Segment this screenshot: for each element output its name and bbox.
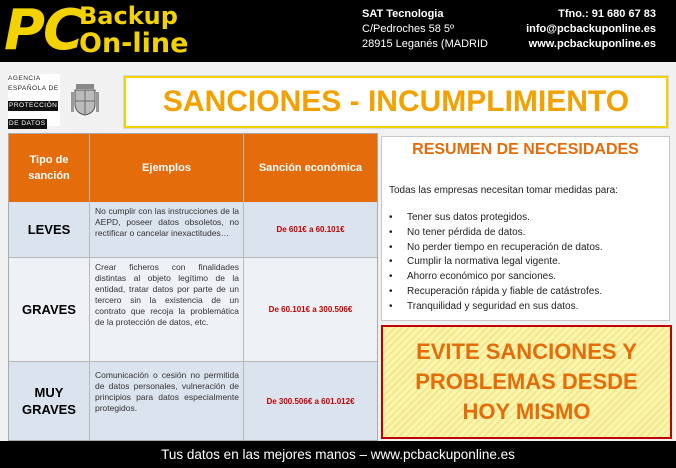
bullet: • [389, 285, 393, 297]
company-name: SAT Tecnologia [362, 8, 444, 20]
list-item-text: Ahorro económico por sanciones. [407, 271, 556, 283]
contact-phone: Tfno.: 91 680 67 83 [558, 8, 656, 20]
header-penalty: Sanción económica [244, 134, 377, 202]
bullet: • [389, 212, 393, 223]
penalty-muy-graves: De 300.506€ a 601.012€ [266, 396, 355, 406]
list-item [389, 270, 603, 285]
aepd-line-3: PROTECCIÓN [9, 102, 58, 109]
footer-bar: Tus datos en las mejores manos – www.pcbackuponline.es [0, 441, 676, 468]
list-item [389, 300, 603, 315]
penalty-graves: De 60.101€ a 300.506€ [268, 305, 353, 314]
cta-line-1: EVITE SANCIONES Y [416, 339, 637, 364]
list-item [389, 211, 603, 226]
cta-line-2: PROBLEMAS DESDE [415, 369, 638, 394]
summary-list [389, 211, 603, 315]
contact-info [526, 7, 656, 52]
summary-intro: Todas las empresas necesitan tomar medidas para: [389, 185, 619, 196]
list-item-text: Tener sus datos protegidos. [407, 212, 530, 223]
logo-backup: Backup [79, 2, 178, 30]
cta-banner[interactable] [381, 325, 672, 439]
list-item-text: No perder tiempo en recuperación de datos. [407, 241, 603, 253]
bullet: • [389, 256, 393, 268]
coat-of-arms-icon [70, 82, 100, 116]
list-item-text: Tranquilidad y seguridad en sus datos. [407, 300, 579, 312]
list-item-text: No tener pérdida de datos. [407, 226, 526, 238]
level-graves: GRAVES [22, 302, 76, 317]
level-muy-graves: MUY GRAVES [22, 385, 76, 417]
aepd-logo [8, 74, 60, 126]
list-item-text: Recuperación rápida y fiable de catástrofes. [407, 285, 603, 297]
column-divider [89, 134, 90, 440]
list-item [389, 255, 603, 270]
list-item-text: Cumplir la normativa legal vigente. [407, 256, 561, 268]
cta-text [383, 337, 670, 427]
level-leves: LEVES [27, 222, 71, 237]
header-sanction-type: Tipo de sanción [9, 134, 89, 202]
page-title: SANCIONES - INCUMPLIMIENTO [162, 85, 630, 118]
contact-web[interactable]: www.pcbackuponline.es [528, 38, 656, 50]
examples-graves: Crear ficheros con finalidades distintas al objeto legítimo de la entidad, tratar datos por parte de un tercero sin la existencia de un contrato que recoja la problemática de la protección de datos, etc. [95, 262, 239, 327]
bullet: • [389, 226, 393, 238]
aepd-line-1: AGENCIA [8, 75, 41, 82]
logo-online: On-line [79, 28, 189, 59]
bullet: • [389, 300, 393, 312]
aepd-line-2: ESPAÑOLA DE [8, 85, 59, 92]
contact-email[interactable]: info@pcbackuponline.es [526, 23, 656, 35]
summary-panel [381, 136, 670, 321]
aepd-line-4: DE DATOS [9, 120, 46, 127]
summary-title: RESUMEN DE NECESIDADES [412, 141, 639, 158]
page-title-box [124, 76, 668, 128]
bullet: • [389, 271, 393, 283]
pc-backup-online-logo[interactable] [4, 0, 204, 63]
header-bar [0, 0, 676, 62]
list-item [389, 241, 603, 256]
company-address [362, 7, 488, 52]
examples-muy-graves: Comunicación o cesión no permitida de datos personales, vulneración de principios para datos especialmente protegidos. [95, 370, 239, 413]
penalty-leves: De 601€ a 60.101€ [276, 225, 345, 234]
header-examples: Ejemplos [90, 134, 243, 202]
logo-pc: PC [4, 0, 83, 63]
list-item [389, 285, 603, 300]
list-item [389, 226, 603, 241]
sanctions-table [8, 133, 378, 441]
company-street: C/Pedroches 58 5º [362, 23, 455, 35]
examples-leves: No cumplir con las instrucciones de la AEPD, poseer datos obsoletos, no rectificar o cancelar inexactitudes… [95, 206, 239, 238]
bullet: • [389, 241, 393, 253]
company-city: 28915 Leganés (MADRID [362, 38, 488, 50]
cta-line-3: HOY MISMO [462, 399, 591, 424]
